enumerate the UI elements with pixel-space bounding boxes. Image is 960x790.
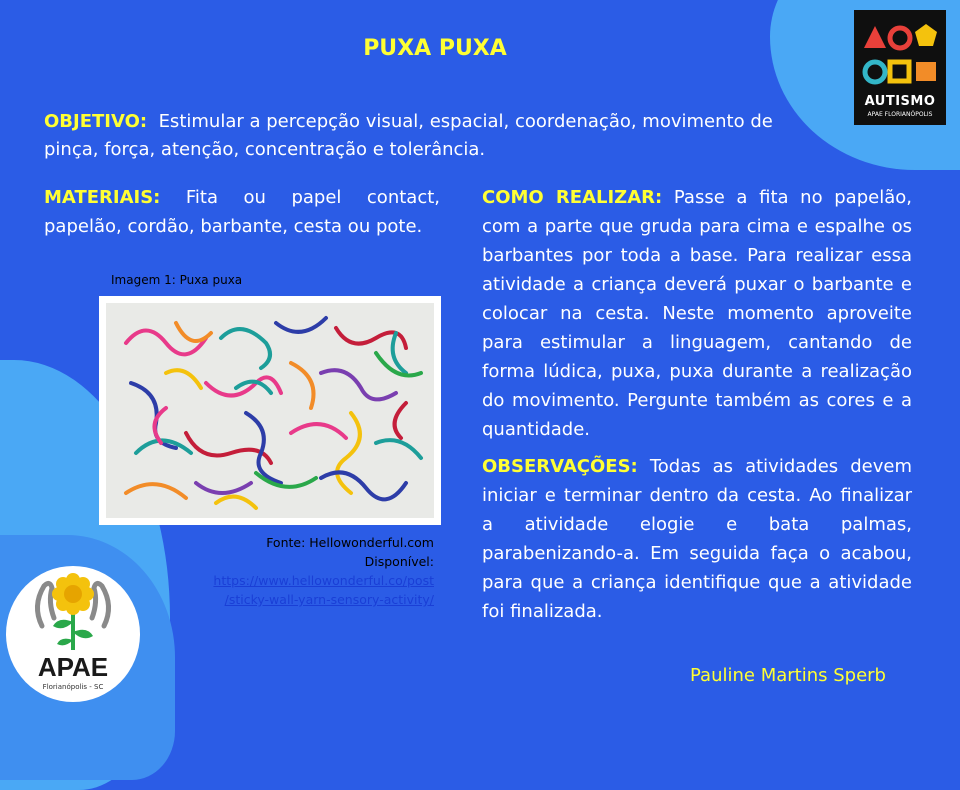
autismo-logo [854,10,946,125]
observations-label: OBSERVAÇÕES: [482,456,638,477]
objective-label: OBJETIVO: [44,111,148,132]
source-link-part-2[interactable]: /sticky-wall-yarn-sensory-activity/ [224,592,434,607]
how-to-section [482,183,912,444]
apae-flower-hands-icon [6,566,140,652]
autismo-logo-text: AUTISMO [864,94,936,109]
page-title: PUXA PUXA [363,36,507,61]
source-link-part-1[interactable]: https://www.hellowonderful.co/post [213,573,434,588]
observations-section [482,452,912,626]
apae-logo [6,566,140,702]
yarn-strings-illustration [106,303,434,518]
materials-section [44,183,440,241]
activity-photo [106,303,434,518]
source-line-2: Disponível: [364,554,434,569]
apae-logo-subtext: Florianópolis - SC [42,683,104,691]
materials-label: MATERIAIS: [44,187,161,208]
author-name: Pauline Martins Sperb [690,665,886,686]
autismo-shapes-icon [854,10,946,94]
objective-text: Estimular a percepção visual, espacial, coordenação, movimento de pinça, força, atenção, concentração e tolerância. [44,111,773,160]
apae-logo-text: APAE [37,652,109,682]
observations-text: Todas as atividades devem iniciar e terminar dentro da cesta. Ao finalizar a atividade elogie e bata palmas, parabenizando-a. Em seguida faça o acabou, para que a criança identifique que a atividade foi finalizada. [482,456,912,622]
source-line-1: Fonte: Hellowonderful.com [266,535,434,550]
activity-photo-frame [99,296,441,525]
materials-text: Fita ou papel contact, papelão, cordão, barbante, cesta ou pote. [44,187,440,237]
how-to-label: COMO REALIZAR: [482,187,663,208]
autismo-logo-subtext: APAE FLORIANÓPOLIS [867,111,933,118]
how-to-text: Passe a fita no papelão, com a parte que gruda para cima e espalhe os barbantes por toda a base. Para realizar essa atividade a criança deverá puxar o barbante e colocar na cesta. Neste momento aproveite para estimular a linguagem, cantando de forma lúdica, puxa, puxa durante a realização do movimento. Pergunte também as cores e a quantidade. [482,187,912,440]
objective-section [44,108,804,164]
image-source [190,533,434,609]
image-caption: Imagem 1: Puxa puxa [111,273,243,287]
